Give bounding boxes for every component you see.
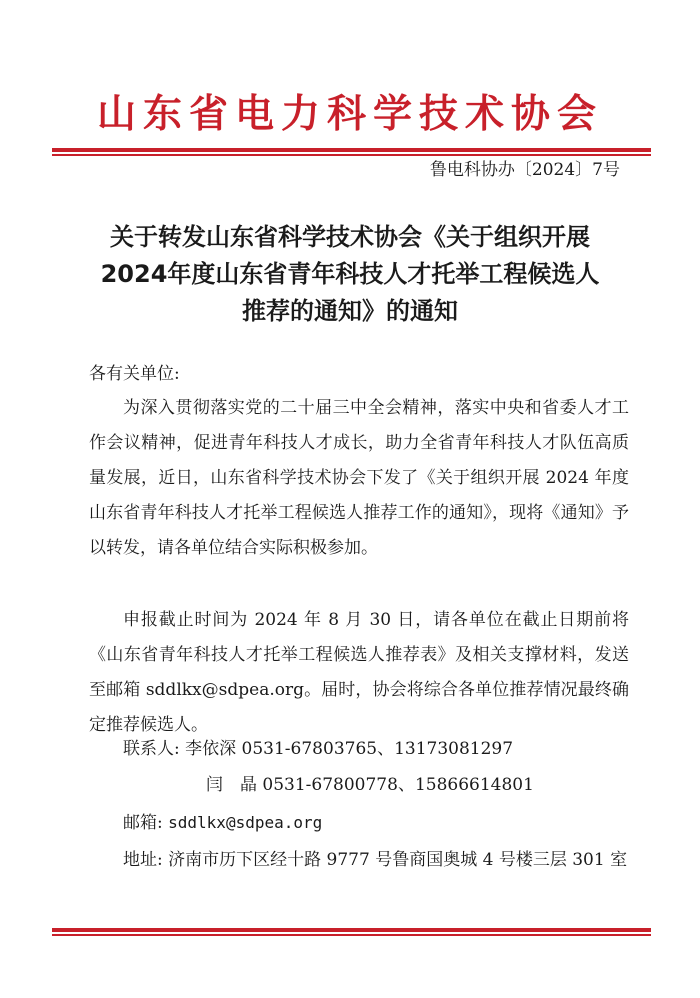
title-line-1: 关于转发山东省科学技术协会《关于组织开展 [110,223,590,251]
email-address[interactable]: sddlkx@sdpea.org [168,813,323,832]
contact-person-1-info: 李依深 0531-67803765、13173081297 [185,739,514,759]
salutation: 各有关单位: [89,364,180,384]
email-line [123,811,322,835]
footer-rule-bottom [52,934,651,936]
title-line-2: 2024年度山东省青年科技人才托举工程候选人 [100,260,600,288]
footer-rule-top [52,928,651,932]
address-line [123,848,627,872]
contact-person-2: 闫 晶 0531-67800778、15866614801 [206,775,534,795]
body-paragraph-2: 申报截止时间为 2024 年 8 月 30 日，请各单位在截止日期前将《山东省青年科技人才托举工程候选人推荐表》及相关支撑材料，发送至邮箱 sddlkx@sdpea.org。届时，协会将综合各单位推荐情况最终确定推荐候选人。 [89,610,629,735]
address-value: 济南市历下区经十路 9777 号鲁商国奥城 4 号楼三层 301 室 [168,850,628,870]
letterhead-rule-bottom [52,154,651,156]
document-number: 鲁电科协办〔2024〕7号 [429,160,620,180]
contact-person-1 [123,737,513,761]
title-line-3: 推荐的通知》的通知 [242,297,458,325]
body-paragraph-1: 为深入贯彻落实党的二十届三中全会精神，落实中央和省委人才工作会议精神，促进青年科技人才成长，助力全省青年科技人才队伍高质量发展，近日，山东省科学技术协会下发了《关于组织开展 2024 年度山东省青年科技人才托举工程候选人推荐工作的通知》，现将《通知》予以转发，请各单位结合实际积极参加。 [89,398,629,558]
letterhead-rule-top [52,148,651,152]
document-title [40,219,660,330]
address-label: 地址: [123,850,163,870]
email-label: 邮箱: [123,813,163,833]
contact-label: 联系人: [123,739,180,759]
letterhead-title: 山东省电力科学技术协会 [96,91,603,137]
